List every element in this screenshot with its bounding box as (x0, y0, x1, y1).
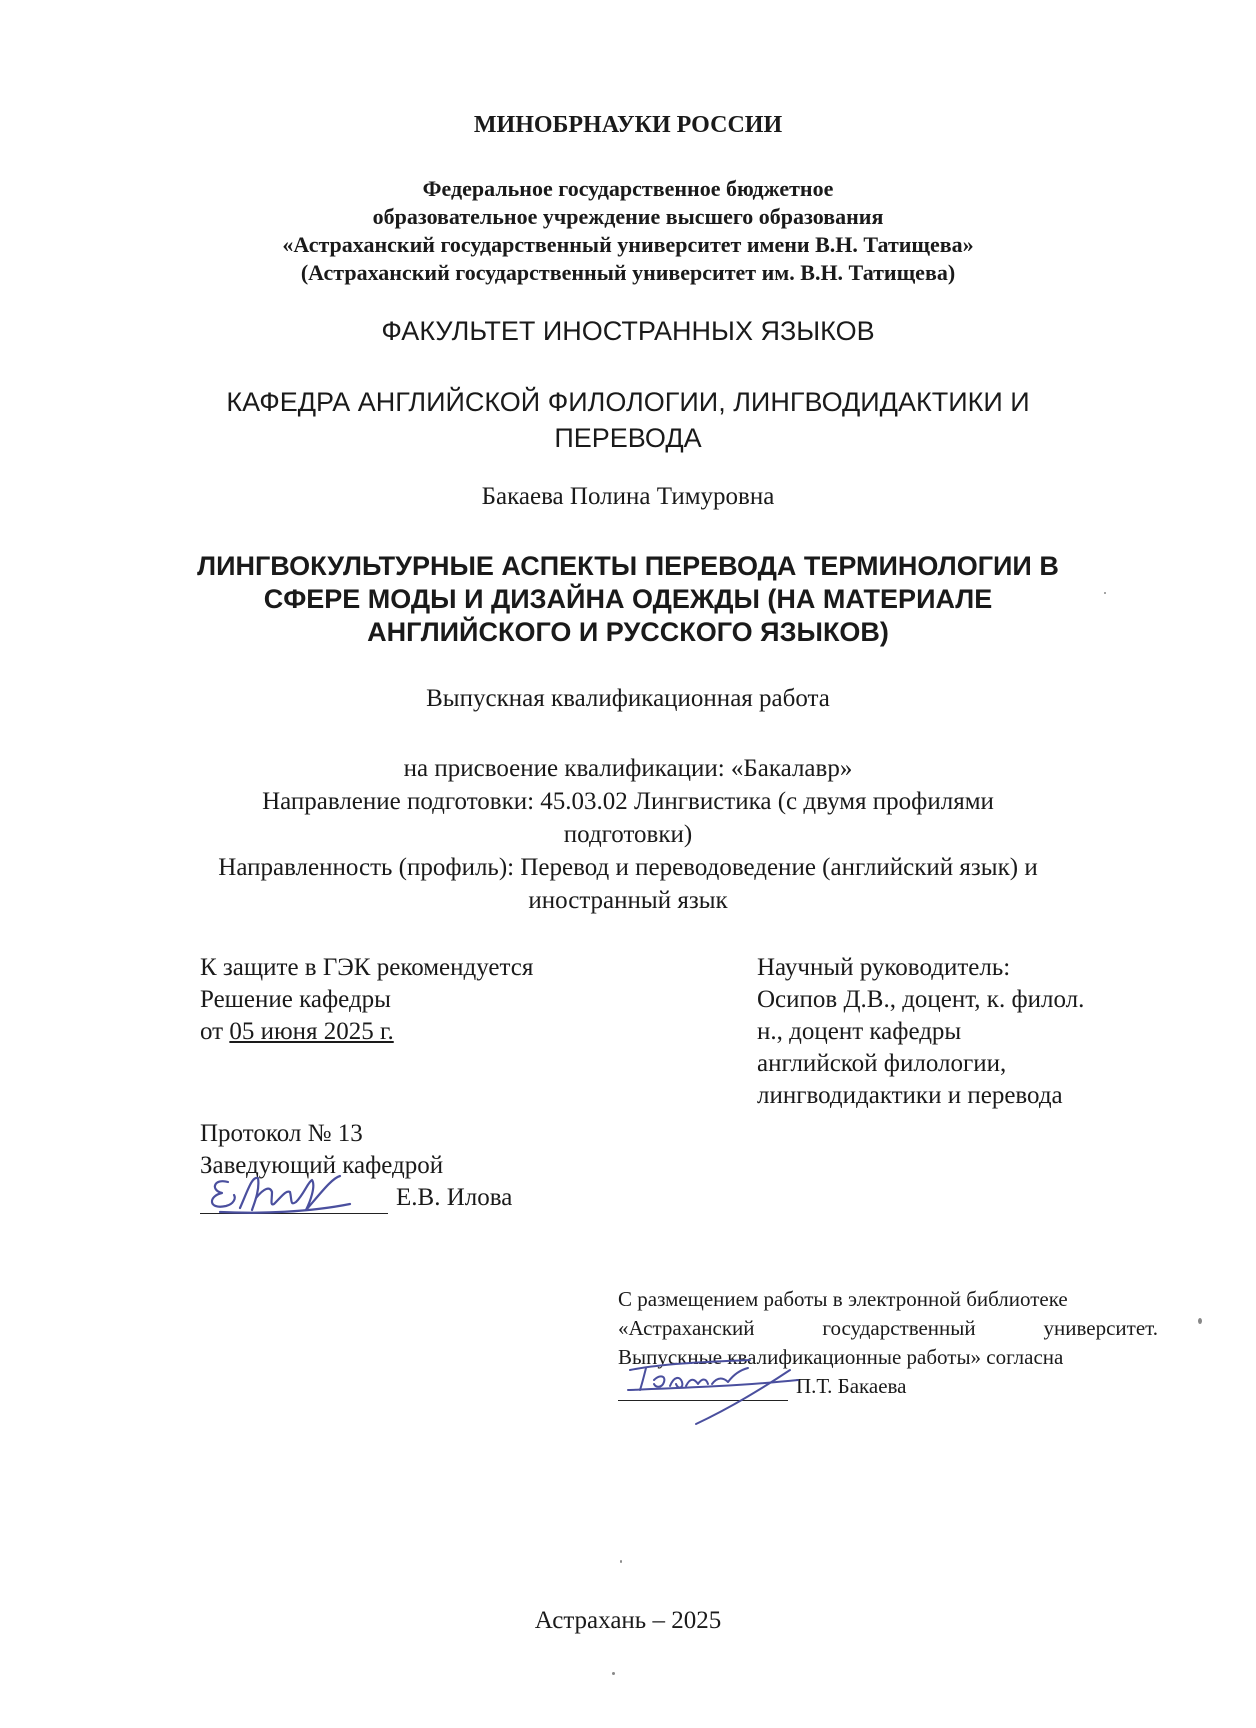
department-line: ПЕРЕВОДА (554, 423, 702, 453)
scan-speck (1198, 1318, 1202, 1324)
institution-line: (Астраханский государственный университет им. В.Н. Татищева) (300, 260, 956, 285)
institution-block (0, 175, 1256, 287)
institution-line: «Астраханский государственный университет имени В.Н. Татищева» (282, 232, 974, 257)
title-line: АНГЛИЙСКОГО И РУССКОГО ЯЗЫКОВ) (367, 617, 889, 647)
student-signature-line (618, 1372, 1158, 1401)
consent-line: «Астраханский государственный университет. (618, 1316, 1158, 1340)
qualification-line: Направленность (профиль): Перевод и переводоведение (английский язык) и (218, 854, 1038, 881)
supervisor-line: лингводидактики и перевода (757, 1082, 1063, 1109)
author-name: Бакаева Полина Тимуровна (481, 483, 775, 510)
scan-speck (620, 1560, 622, 1563)
scan-speck (1104, 592, 1106, 594)
protocol-number: Протокол № 13 (200, 1120, 363, 1147)
city-year: Астрахань – 2025 (534, 1607, 722, 1634)
signature-underline (200, 1187, 388, 1214)
qualification-line: Направление подготовки: 45.03.02 Лингвистика (с двумя профилями (262, 788, 994, 815)
head-of-department-label: Заведующий кафедрой (200, 1152, 444, 1179)
work-type: Выпускная квалификационная работа (426, 685, 830, 712)
library-consent-block (618, 1285, 1158, 1401)
department-heading (0, 384, 1256, 456)
student-name: П.Т. Бакаева (796, 1374, 907, 1398)
supervisor-line: н., доцент кафедры (757, 1018, 962, 1045)
head-signature-line (200, 1182, 512, 1214)
ministry-heading: МИНОБРНАУКИ РОССИИ (473, 112, 783, 138)
faculty-heading: ФАКУЛЬТЕТ ИНОСТРАННЫХ ЯЗЫКОВ (381, 316, 875, 346)
qualification-line: иностранный язык (528, 887, 728, 914)
defense-line: Решение кафедры (200, 986, 391, 1013)
head-name: Е.В. Илова (396, 1184, 513, 1211)
defense-line: К защите в ГЭК рекомендуется (200, 954, 534, 981)
institution-line: Федеральное государственное бюджетное (422, 176, 834, 201)
institution-line: образовательное учреждение высшего образования (372, 204, 884, 229)
thesis-title (0, 550, 1256, 649)
defense-date: 05 июня 2025 г. (229, 1018, 394, 1045)
supervisor-line: Осипов Д.В., доцент, к. филол. (757, 986, 1085, 1013)
supervisor-line: Научный руководитель: (757, 954, 1011, 981)
defense-recommendation (200, 952, 533, 1048)
supervisor-block (757, 952, 1157, 1112)
consent-line: Выпускные квалификационные работы» согласна (618, 1345, 1064, 1369)
supervisor-line: английской филологии, (757, 1050, 1007, 1077)
date-prefix: от (200, 1018, 230, 1045)
qualification-line: на присвоение квалификации: «Бакалавр» (403, 755, 853, 782)
qualification-line: подготовки) (563, 821, 693, 848)
consent-line: С размещением работы в электронной библиотеке (618, 1287, 1068, 1311)
title-line: ЛИНГВОКУЛЬТУРНЫЕ АСПЕКТЫ ПЕРЕВОДА ТЕРМИНОЛОГИИ В (197, 551, 1059, 581)
defense-date-line (200, 1016, 533, 1048)
scan-speck (612, 1672, 615, 1675)
qualification-block (0, 752, 1256, 917)
title-line: СФЕРЕ МОДЫ И ДИЗАЙНА ОДЕЖДЫ (НА МАТЕРИАЛЕ (263, 584, 993, 614)
signature-underline (618, 1374, 788, 1401)
department-line: КАФЕДРА АНГЛИЙСКОЙ ФИЛОЛОГИИ, ЛИНГВОДИДАКТИКИ И (226, 387, 1030, 417)
protocol-block (200, 1118, 512, 1214)
